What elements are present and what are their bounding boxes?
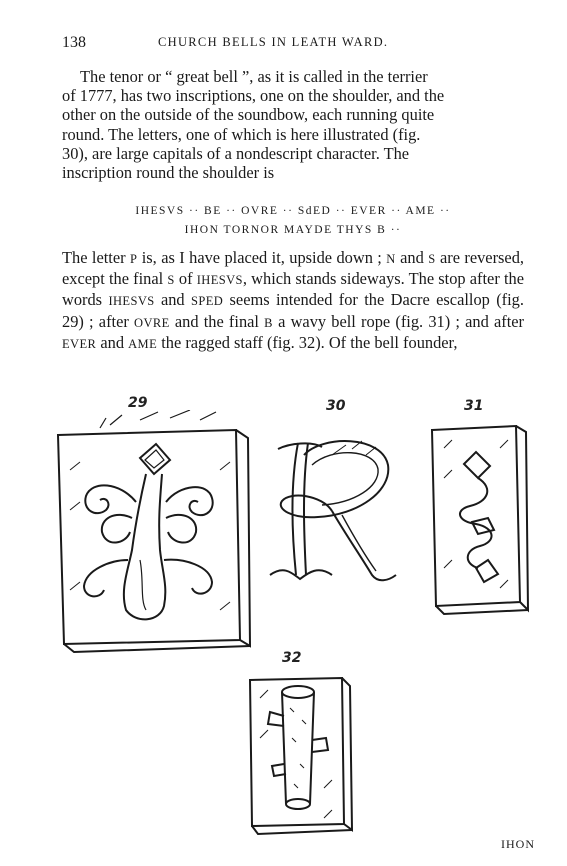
paragraph-2	[62, 248, 524, 354]
small-caps-word: B	[264, 315, 273, 330]
figure-30-letter	[262, 425, 412, 595]
text-run: and	[96, 332, 129, 352]
figure-29-escallop	[40, 410, 255, 655]
figure-32-label: 32	[282, 650, 302, 666]
text-run: are reversed, except the final	[62, 248, 524, 289]
paragraph-1-line: other on the outside of the soundbow, each running quite	[62, 105, 435, 125]
small-caps-word: AME	[128, 336, 158, 351]
small-caps-word: P	[129, 252, 138, 266]
small-caps-word: S	[167, 273, 175, 288]
ragged-staff-illustration	[244, 668, 356, 838]
inscription-line-1: IHESVS ·· BE ·· OVRE ·· SdED ·· EVER ·· AME ··	[135, 205, 451, 217]
text-run: the ragged staff (fig. 32). Of the bell founder,	[157, 332, 458, 352]
text-run: and	[154, 290, 191, 310]
figure-31-bell-rope	[424, 418, 534, 618]
page-header	[62, 34, 522, 54]
figure-31-label: 31	[464, 398, 484, 414]
figure-30-label: 30	[326, 398, 346, 414]
escallop-illustration	[40, 410, 255, 655]
text-run: seems intended for the Dacre escallop (fig. 29) ; after	[62, 290, 524, 331]
inscription-line-2: IHON TORNOR MAYDE THYS B ··	[184, 224, 402, 236]
text-run: and	[395, 248, 429, 267]
paragraph-1-line: of 1777, has two inscriptions, one on the shoulder, and the	[62, 86, 445, 106]
small-caps-word: OVRE	[134, 315, 170, 330]
paragraph-1	[62, 67, 524, 182]
figure-29-label: 29	[128, 395, 148, 411]
text-run: is, as I have placed it, upside down ;	[137, 248, 387, 267]
small-caps-word: IHESVS	[196, 273, 243, 288]
page-number: 138	[62, 34, 86, 51]
paragraph-1-line: inscription round the shoulder is	[62, 163, 275, 183]
small-caps-word: EVER	[62, 336, 97, 351]
bell-rope-illustration	[424, 418, 534, 618]
text-run: a wavy bell rope (fig. 31) ; and after	[272, 311, 525, 331]
paragraph-1-line: The tenor or “ great bell ”, as it is called in the terrier	[80, 67, 428, 86]
small-caps-word: N	[386, 252, 396, 266]
text-run: , which stands sideways. The stop after the words	[62, 269, 524, 310]
small-caps-word: IHESVS	[108, 294, 155, 309]
figure-32-ragged-staff	[244, 668, 356, 838]
paragraph-1-line: round. The letters, one of which is here illustrated (fig.	[62, 124, 421, 144]
text-run: and the final	[169, 311, 265, 331]
letter-r-illustration	[262, 425, 412, 595]
text-run: of	[174, 269, 197, 289]
paragraph-1-line: 30), are large capitals of a nondescript character. The	[62, 143, 410, 163]
running-head: CHURCH BELLS IN LEATH WARD.	[158, 35, 389, 49]
small-caps-word: S	[428, 252, 436, 266]
small-caps-word: SPED	[191, 294, 224, 309]
catchword: IHON	[501, 837, 535, 851]
text-run: The letter	[62, 248, 130, 267]
